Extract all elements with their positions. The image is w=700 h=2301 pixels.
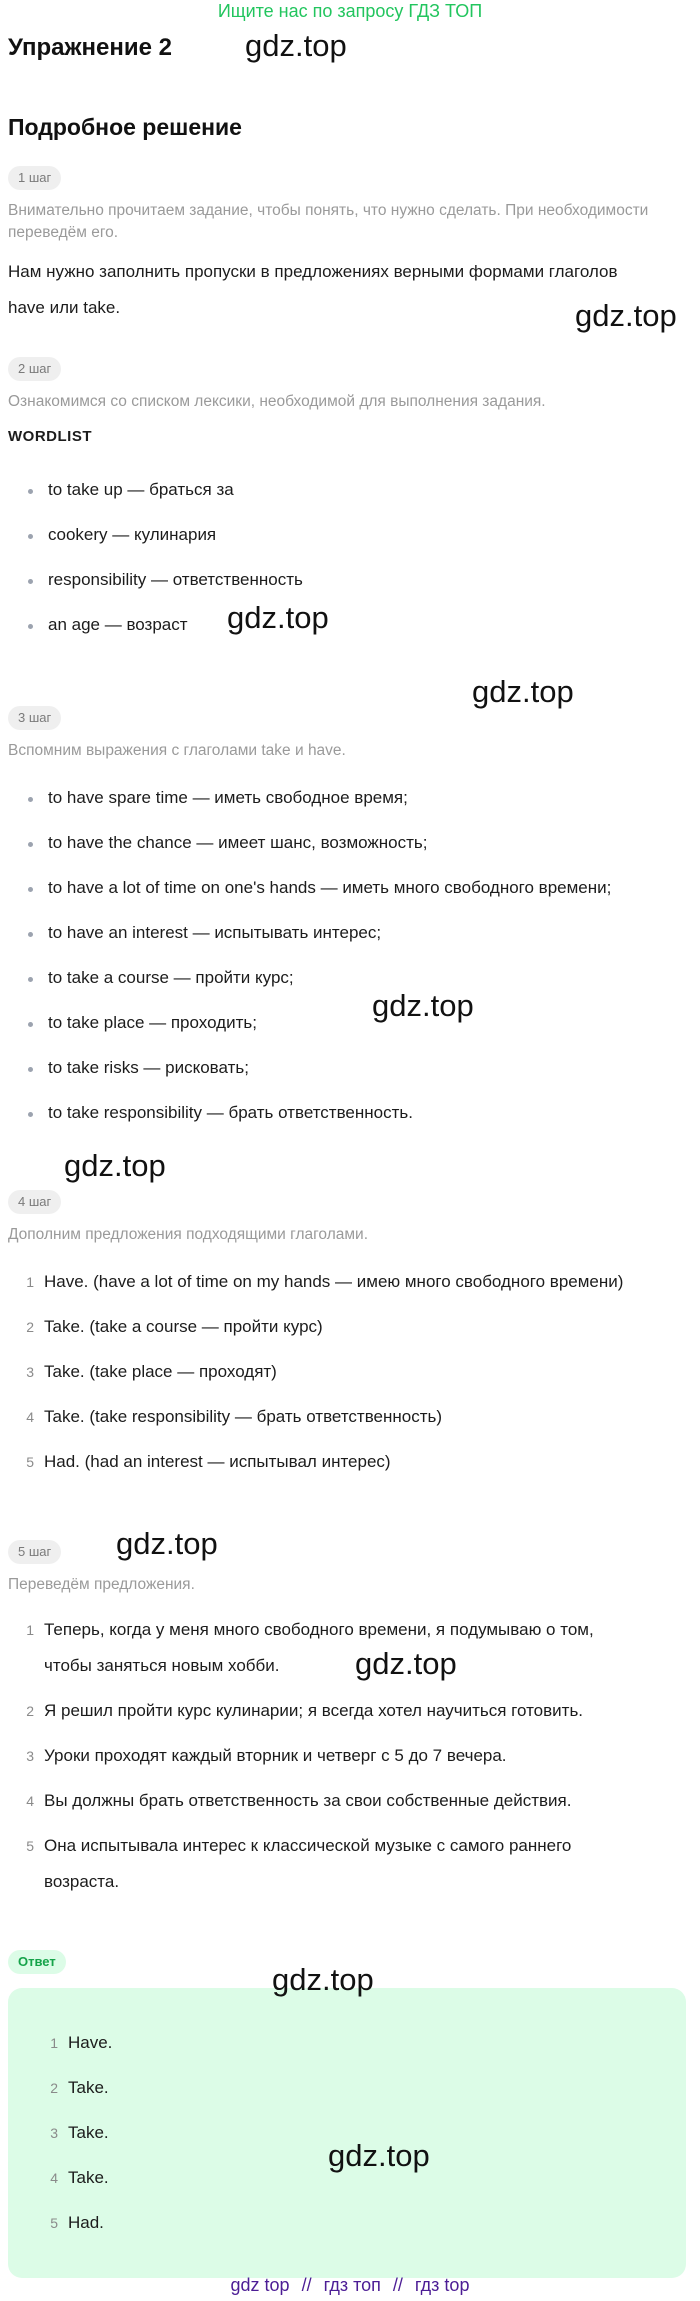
watermark: gdz.top bbox=[64, 1148, 166, 1183]
list-item: responsibility — ответственность bbox=[26, 564, 696, 609]
list-item: 2 Take. bbox=[50, 2078, 109, 2097]
wordlist-heading: WORDLIST bbox=[8, 428, 92, 445]
list-item: to take risks — рисковать; bbox=[26, 1052, 696, 1097]
step-1-text-line-1: Нам нужно заполнить пропуски в предложениях верными формами глаголов bbox=[8, 262, 618, 281]
footer-link[interactable]: gdz top bbox=[230, 2275, 290, 2295]
list-item: to take a course — пройти курс; bbox=[26, 962, 696, 1007]
list-item: 4 Take. (take responsibility — брать ответственность) bbox=[26, 1407, 443, 1426]
list-item: to take responsibility — брать ответственность. bbox=[26, 1097, 696, 1142]
list-item: 4 Вы должны брать ответственность за свои собственные действия. bbox=[26, 1791, 572, 1810]
step-2-note: Ознакомимся со списком лексики, необходимой для выполнения задания. bbox=[8, 393, 546, 410]
watermark: gdz.top bbox=[328, 2138, 430, 2173]
list-item: 1 Have. bbox=[50, 2033, 113, 2052]
list-item: 3 Take. (take place — проходят) bbox=[26, 1362, 277, 1381]
watermark: gdz.top bbox=[245, 28, 347, 63]
footer-separator: // bbox=[301, 2275, 312, 2295]
list-item: 1 Have. (have a lot of time on my hands — имею много свободного времени) bbox=[26, 1272, 624, 1291]
watermark: gdz.top bbox=[116, 1526, 218, 1561]
step-1-note: Внимательно прочитаем задание, чтобы понять, что нужно сделать. При необходимости переведём его. bbox=[8, 202, 649, 241]
list-item: 5 Had. bbox=[50, 2213, 104, 2232]
step-badge-5: 5 шаг bbox=[8, 1540, 61, 1564]
watermark: gdz.top bbox=[472, 674, 574, 709]
list-item: 3 Уроки проходят каждый вторник и четверг с 5 до 7 вечера. bbox=[26, 1746, 507, 1765]
list-item: 5 Она испытывала интерес к классической музыке с самого раннего возраста. bbox=[26, 1836, 572, 1891]
list-item: 2 Я решил пройти курс кулинарии; я всегда хотел научиться готовить. bbox=[26, 1701, 584, 1720]
step-1-text-line-2: have или take. bbox=[8, 298, 121, 317]
footer-links bbox=[0, 2275, 700, 2296]
step-3-note: Вспомним выражения с глаголами take и have. bbox=[8, 742, 346, 759]
wordlist bbox=[26, 474, 696, 654]
watermark: gdz.top bbox=[575, 298, 677, 333]
watermark: gdz.top bbox=[372, 988, 474, 1023]
list-item: an age — возраст bbox=[26, 609, 696, 654]
top-banner: Ищите нас по запросу ГДЗ ТОП bbox=[217, 1, 483, 21]
step-badge-2: 2 шаг bbox=[8, 357, 61, 381]
list-item: 1 Теперь, когда у меня много свободного времени, я подумываю о том, чтобы заняться новым хобби. bbox=[26, 1620, 594, 1675]
watermark: gdz.top bbox=[227, 600, 329, 635]
step-4-list bbox=[20, 1264, 696, 1489]
list-item: to take place — проходить; bbox=[26, 1007, 696, 1052]
list-item: 2 Take. (take a course — пройти курс) bbox=[26, 1317, 323, 1336]
list-item: to have spare time — иметь свободное время; bbox=[26, 782, 696, 827]
step-4-note: Дополним предложения подходящими глаголами. bbox=[8, 1226, 368, 1243]
footer-separator: // bbox=[392, 2275, 403, 2295]
expressions-list bbox=[26, 782, 696, 1142]
list-item: to have the chance — имеет шанс, возможность; bbox=[26, 827, 696, 872]
watermark: gdz.top bbox=[272, 1962, 374, 1997]
list-item: cookery — кулинария bbox=[26, 519, 696, 564]
list-item: to take up — браться за bbox=[26, 474, 696, 519]
watermark: gdz.top bbox=[355, 1646, 457, 1681]
step-5-note: Переведём предложения. bbox=[8, 1576, 195, 1593]
list-item: to have an interest — испытывать интерес; bbox=[26, 917, 696, 962]
section-title: Подробное решение bbox=[8, 114, 242, 140]
list-item: 5 Had. (had an interest — испытывал интерес) bbox=[26, 1452, 391, 1471]
list-item: 3 Take. bbox=[50, 2123, 109, 2142]
list-item: to have a lot of time on one's hands — иметь много свободного времени; bbox=[26, 872, 696, 917]
footer-link[interactable]: гдз топ bbox=[323, 2275, 381, 2295]
list-item: 4 Take. bbox=[50, 2168, 109, 2187]
answer-badge: Ответ bbox=[8, 1950, 66, 1974]
step-badge-4: 4 шаг bbox=[8, 1190, 61, 1214]
step-badge-1: 1 шаг bbox=[8, 166, 61, 190]
footer-link[interactable]: гдз top bbox=[414, 2275, 470, 2295]
step-badge-3: 3 шаг bbox=[8, 706, 61, 730]
page-title: Упражнение 2 bbox=[8, 34, 172, 61]
